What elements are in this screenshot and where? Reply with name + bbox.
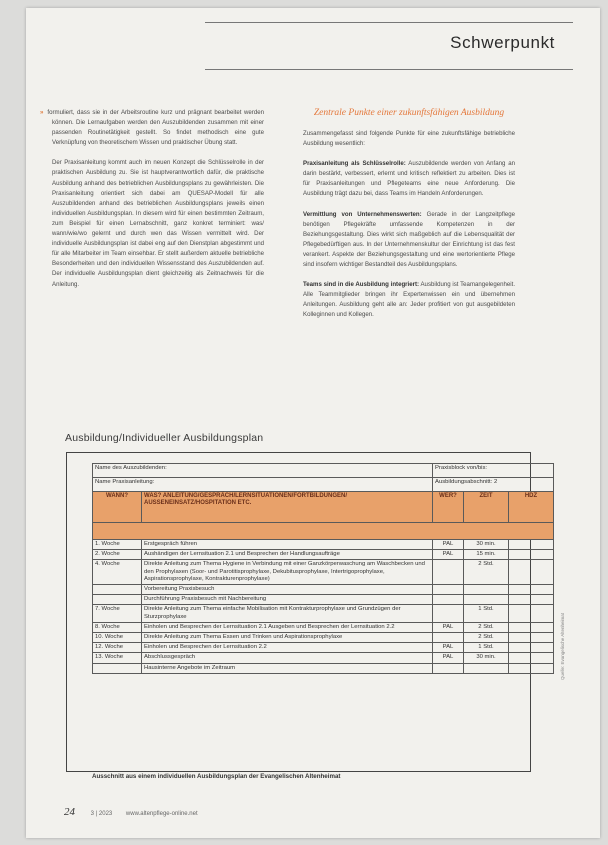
table-row (93, 560, 554, 585)
article-left-column (40, 108, 264, 300)
cell-wann (93, 663, 142, 673)
cell-zeit: 2 Std. (464, 633, 509, 643)
col-header-wer: WER? (433, 492, 464, 523)
key-point: Vermittlung von Unternehmenswerten: Gerade in der Langzeitpflege benötigen Pflegekräfte umfassende Kompetenzen in der Beziehungsgestaltung. Dies wirkt sich maßgeblich auf die Lebensqualität der Pflegebedürftigen aus. In der Unternehmenskultur der Einrichtung ist das fest verankert. Aspekte der Beziehungsgestaltung und eine wertorientierte Pflege sind insofern wichtiger Bestandteil des Ausbildungsplans. (303, 210, 515, 269)
paragraph: Der Praxisanleitung kommt auch im neuen Konzept die Schlüsselrolle in der praktischen Ausbildung zu. Sie ist hauptverantwortlich dafür, die praktische Ausbildung anhand des betrieblichen Ausbildungsplans zu gewährleisten. Die Praxisanleitung orientiert sich dabei am QUESAP-Modell für alle Auszubildenden anhand des betrieblichen Ausbildungsplans jeweils einen individuellen Ausbildungsplan. In diesem wird für einen bestimmten Zeitraum, zum Beispiel für einen Lernabschnitt, ganz konkret terminiert: was/ wann/wie/wo gelernt und durch wen das Wissen vermittelt wird. Der individuelle Ausbildungsplan ist dabei eng auf den Dienstplan abgestimmt und für alle Mitarbeiter im Team einsehbar. Er stellt außerdem aktuelle betriebliche Besonderheiten und den individuellen Wissensstand des Auszubildenden auf. Der individuelle Ausbildungsplan dient gleichzeitig als Zeitnachweis für die Anleitung. (52, 159, 264, 288)
praxisblock-field: Praxisblock von/bis: (433, 464, 554, 478)
cell-was: Einholen und Besprechen der Lernsituation 2.2 (142, 643, 433, 653)
paragraph: » formuliert, dass sie in der Arbeitsroutine kurz und prägnant bearbeitet werden können. Die Lernaufgaben werden den Auszubildenden zusammen mit einer passenden Routinetätigkeit gestellt. So findet methodisch eine gute Verknüpfung von theoretischem Wissen und praktischer Übung statt. (40, 109, 264, 147)
website-url: www.altenpflege-online.net (125, 811, 198, 817)
cell-wer (433, 585, 464, 595)
cell-zeit: 30 min. (464, 653, 509, 663)
col-header-was: WAS? ANLEITUNG/GESPRÄCH/LERNSITUATIONEN/FORTBILDUNGEN/ AUSSENEINSATZ/HOSPITATION ETC. (142, 492, 433, 523)
table-row (93, 605, 554, 622)
key-point: Teams sind in die Ausbildung integriert: Ausbildung ist Teamangelegenheit. Alle Teammitglieder bringen ihr Expertenwissen ein und übernehmen Anleitungen. Ausbildung geht alle an: Jeder profitiert von gut ausgebildeten Kolleginnen und Kollegen. (303, 281, 516, 319)
cell-wer: PAL (433, 550, 464, 560)
cell-was: Direkte Anleitung zum Thema einfache Mobilisation mit Kontrakturprophylaxe und Grundzügen der Sturzprophylaxe (142, 605, 433, 622)
cell-wer (433, 560, 464, 585)
col-header-zeit: ZEIT (464, 492, 509, 523)
table-row (93, 653, 554, 663)
cell-zeit: 30 min. (464, 540, 509, 550)
cell-wer: PAL (433, 653, 464, 663)
table-row (93, 595, 554, 605)
cell-zeit: 15 min. (464, 550, 509, 560)
cell-wann: 1. Woche (93, 540, 142, 550)
cell-wann: 4. Woche (93, 560, 142, 585)
cell-wer (433, 663, 464, 673)
col-header-hdz: HDZ (509, 492, 554, 523)
pull-quote: Zentrale Punkte einer zukunftsfähigen Ausbildung (313, 108, 505, 118)
page-number: 24 (64, 806, 75, 818)
cell-hdz (509, 653, 554, 663)
table-row (93, 633, 554, 643)
training-plan-table (92, 463, 554, 674)
cell-wann: 8. Woche (93, 622, 142, 632)
header-band (93, 523, 554, 540)
cell-hdz (509, 540, 554, 550)
cell-zeit: 1 Std. (464, 643, 509, 653)
cell-wer: PAL (433, 622, 464, 632)
cell-was: Hausinterne Angebote im Zeitraum (142, 663, 433, 673)
cell-wann: 12. Woche (93, 643, 142, 653)
paragraph: Zusammengefasst sind folgende Punkte für eine zukunftsfähige betriebliche Ausbildung wesentlich: (303, 130, 515, 148)
cell-hdz (509, 595, 554, 605)
issue-number: 3 | 2023 (90, 811, 113, 817)
cell-zeit: 2 Std. (464, 622, 509, 632)
name-field: Name des Auszubildenden: (93, 464, 433, 478)
cell-was: Direkte Anleitung zum Thema Hygiene in Verbindung mit einer Ganzkörperwaschung am Waschbecken und den Prophylaxen (Soor- und Parotitisprophylaxe, Dekubitusprophylaxe, Intertrigoprophylaxe, Aspirationsprophylaxe, Kontrakturenprophylaxe) (142, 560, 433, 585)
table-row (93, 464, 554, 478)
cell-wann: 13. Woche (93, 653, 142, 663)
table-caption: Ausschnitt aus einem individuellen Ausbildungsplan der Evangelischen Altenheimat (92, 773, 341, 780)
abschnitt-field: Ausbildungsabschnitt: 2 (433, 478, 554, 492)
cell-was: Durchführung Praxisbesuch mit Nachbereitung (142, 595, 433, 605)
section-title: Schwerpunkt (450, 33, 555, 52)
table-row (93, 585, 554, 595)
table-row (93, 550, 554, 560)
cell-wer (433, 595, 464, 605)
continuation-marker: » (40, 109, 44, 116)
section-header (205, 22, 573, 70)
cell-was: Erstgespräch führen (142, 540, 433, 550)
cell-hdz (509, 622, 554, 632)
cell-wann (93, 585, 142, 595)
cell-wann: 2. Woche (93, 550, 142, 560)
cell-zeit (464, 663, 509, 673)
article-right-column (303, 108, 515, 331)
cell-zeit: 1 Std. (464, 605, 509, 622)
cell-hdz (509, 550, 554, 560)
table-row (93, 622, 554, 632)
cell-zeit (464, 595, 509, 605)
cell-hdz (509, 643, 554, 653)
cell-wer (433, 605, 464, 622)
cell-zeit: 2 Std. (464, 560, 509, 585)
key-point: Praxisanleitung als Schlüsselrolle: Auszubildende werden von Anfang an darin bestärkt, verbessert, erlernt und kritisch reflektiert zu arbeiten. Dies ist für Praxisanleitungen und Pflegeteams eine neue Anforderung. Die Ausbildung trägt dazu bei, dass Teams im Handeln Anforderungen. (303, 160, 515, 198)
cell-wer: PAL (433, 643, 464, 653)
table-row (93, 663, 554, 673)
col-header-wann: WANN? (93, 492, 142, 523)
plan-title: Ausbildung/Individueller Ausbildungsplan (65, 432, 264, 444)
cell-wann: 10. Woche (93, 633, 142, 643)
cell-wer (433, 633, 464, 643)
page-footer (64, 806, 210, 818)
cell-wann (93, 595, 142, 605)
cell-wann: 7. Woche (93, 605, 142, 622)
cell-was: Vorbereitung Praxisbesuch (142, 585, 433, 595)
image-credit: Quelle: Evangelische Altenheimat (560, 612, 565, 680)
table-row (93, 643, 554, 653)
cell-zeit (464, 585, 509, 595)
plan-rows (93, 540, 554, 674)
cell-hdz (509, 663, 554, 673)
cell-hdz (509, 585, 554, 595)
cell-was: Einholen und Besprechen der Lernsituation 2.1 Ausgeben und Besprechen der Lernsituation 2.2 (142, 622, 433, 632)
cell-hdz (509, 633, 554, 643)
table-header (93, 492, 554, 523)
cell-was: Aushändigen der Lernsituation 2.1 und Besprechen der Handlungsaufträge (142, 550, 433, 560)
anleitung-field: Name Praxisanleitung: (93, 478, 433, 492)
cell-was: Direkte Anleitung zum Thema Essen und Trinken und Aspirationsprophylaxe (142, 633, 433, 643)
cell-was: Abschlussgespräch (142, 653, 433, 663)
table-row (93, 478, 554, 492)
cell-hdz (509, 605, 554, 622)
cell-hdz (509, 560, 554, 585)
cell-wer: PAL (433, 540, 464, 550)
table-row (93, 540, 554, 550)
